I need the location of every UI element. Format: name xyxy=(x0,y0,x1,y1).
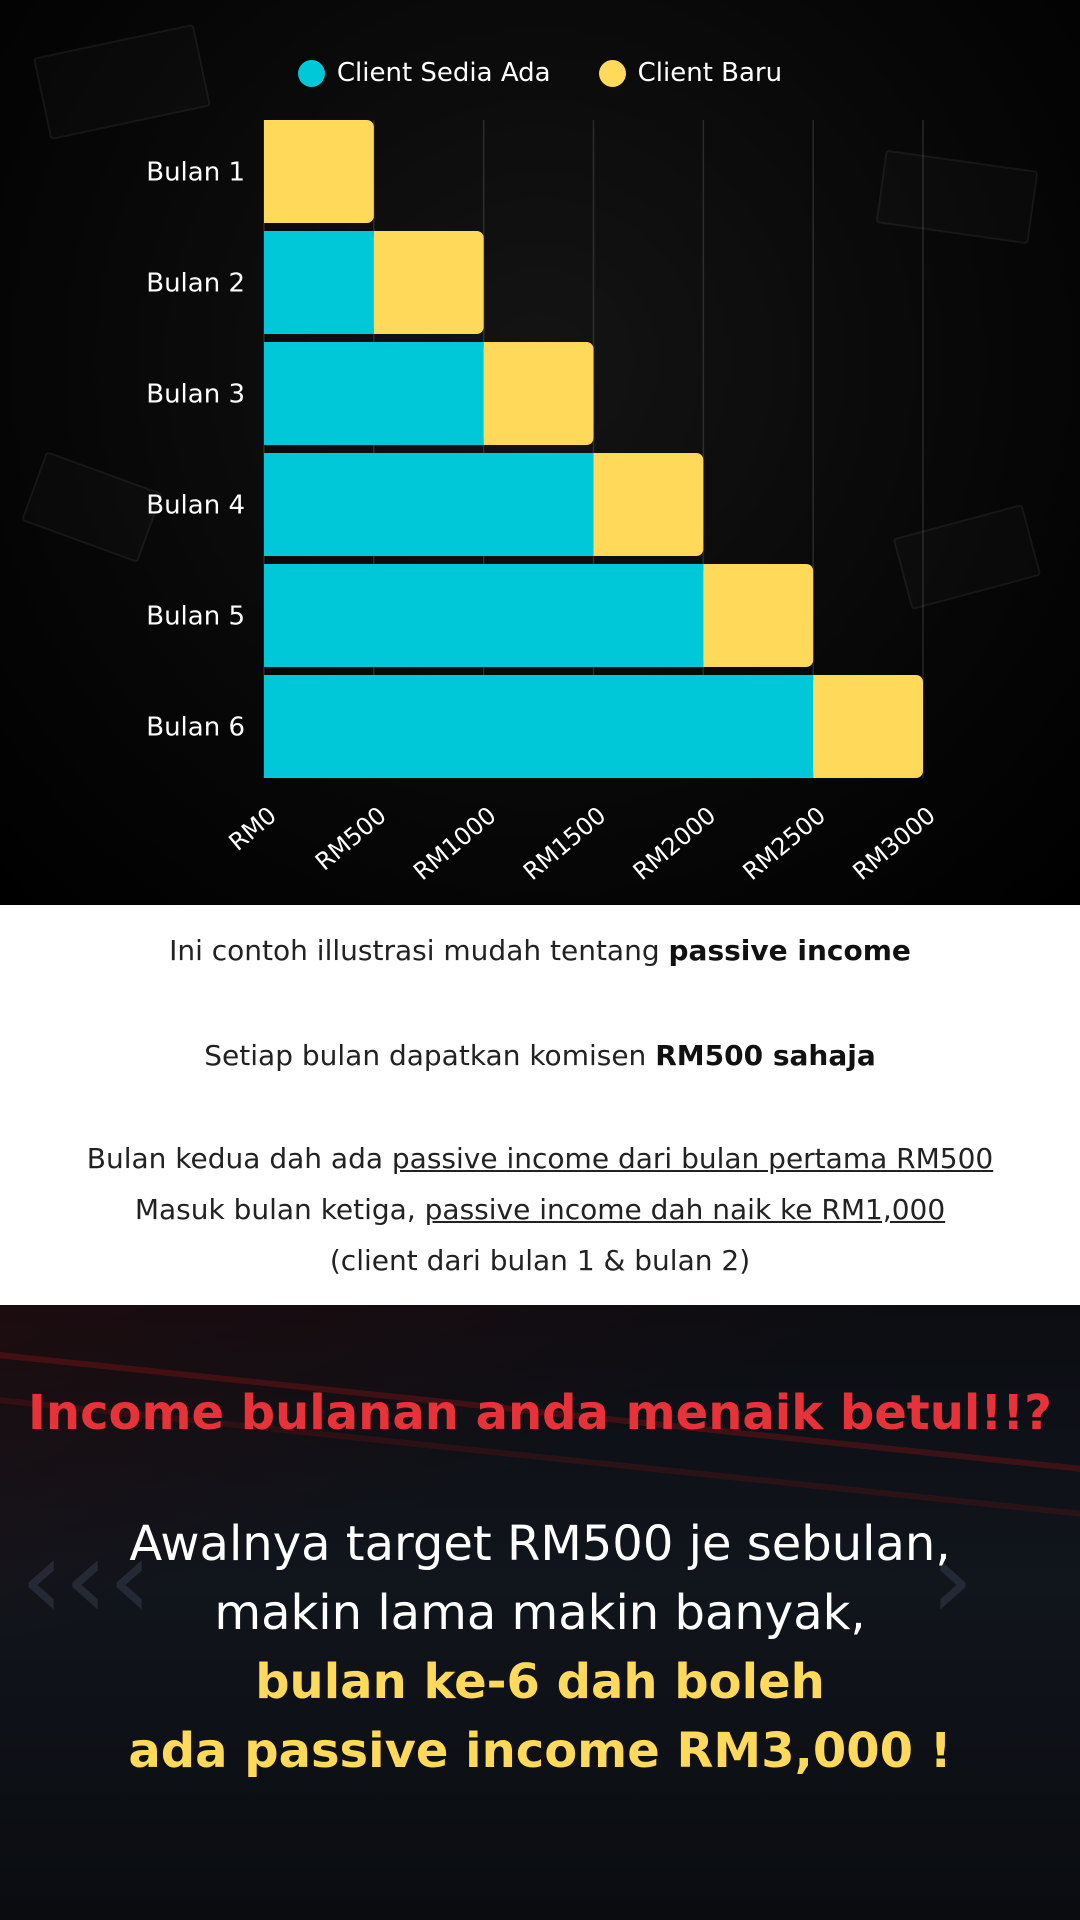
x-tick-label: RM500 xyxy=(309,801,392,877)
explanation-line-3: Bulan kedua dah ada passive income dari bulan pertama RM500 xyxy=(86,1142,994,1175)
cta-line-2: makin lama makin banyak, xyxy=(214,1585,866,1641)
cta-line-3: bulan ke-6 dah boleh xyxy=(255,1654,825,1710)
stacked-bar-chart xyxy=(0,0,1080,905)
bar-segment-joint xyxy=(703,564,713,667)
category-label: Bulan 3 xyxy=(146,379,245,410)
bar-segment-joint xyxy=(594,453,604,556)
bar-segment-joint xyxy=(264,120,274,223)
bar-segment-joint xyxy=(813,675,823,778)
legend-label: Client Baru xyxy=(637,58,783,88)
bar-segment-new xyxy=(813,675,923,778)
bar-segment-new xyxy=(374,231,484,334)
category-label: Bulan 2 xyxy=(146,268,245,299)
cta-body xyxy=(0,1510,1080,1786)
chevron-left-decoration: ‹‹‹ xyxy=(20,1515,152,1643)
bar-segment-joint xyxy=(484,342,494,445)
explanation-section xyxy=(0,905,1080,1305)
x-tick-label: RM1500 xyxy=(517,801,612,886)
bar-segment-new xyxy=(264,120,374,223)
cta-title: Income bulanan anda menaik betul!!? xyxy=(28,1385,1052,1441)
x-tick-label: RM0 xyxy=(223,801,282,857)
bar-segment-new xyxy=(703,564,813,667)
explanation-line-4: Masuk bulan ketiga, passive income dah naik ke RM1,000 xyxy=(134,1193,946,1226)
bar-segment-existing xyxy=(264,342,484,445)
category-label: Bulan 4 xyxy=(146,490,245,521)
x-tick-label: RM2000 xyxy=(627,801,722,886)
explanation-line-2: Setiap bulan dapatkan komisen RM500 sahaja xyxy=(204,1039,876,1072)
cta-line-4: ada passive income RM3,000 ! xyxy=(128,1723,952,1779)
explanation-line-5: (client dari bulan 1 & bulan 2) xyxy=(329,1244,751,1277)
cta-section xyxy=(0,1305,1080,1920)
bar-segment-existing xyxy=(264,675,813,778)
bar-segment-joint xyxy=(374,231,384,334)
x-tick-label: RM2500 xyxy=(737,801,832,886)
bar-segment-existing xyxy=(264,231,374,334)
cta-line-1: Awalnya target RM500 je sebulan, xyxy=(129,1516,951,1572)
bar-segment-existing xyxy=(264,453,594,556)
x-tick-label: RM1000 xyxy=(408,801,502,886)
legend-label: Client Sedia Ada xyxy=(336,58,551,88)
bar-segment-new xyxy=(594,453,704,556)
chart-section xyxy=(0,0,1080,905)
explanation-line-1: Ini contoh illustrasi mudah tentang passive income xyxy=(169,934,911,967)
x-tick-label: RM3000 xyxy=(847,801,941,886)
bar-segment-existing xyxy=(264,564,703,667)
bar-segment-new xyxy=(484,342,594,445)
category-label: Bulan 5 xyxy=(146,601,245,632)
chevron-right-decoration: › xyxy=(930,1515,974,1643)
category-label: Bulan 1 xyxy=(146,157,245,188)
category-label: Bulan 6 xyxy=(146,712,245,743)
